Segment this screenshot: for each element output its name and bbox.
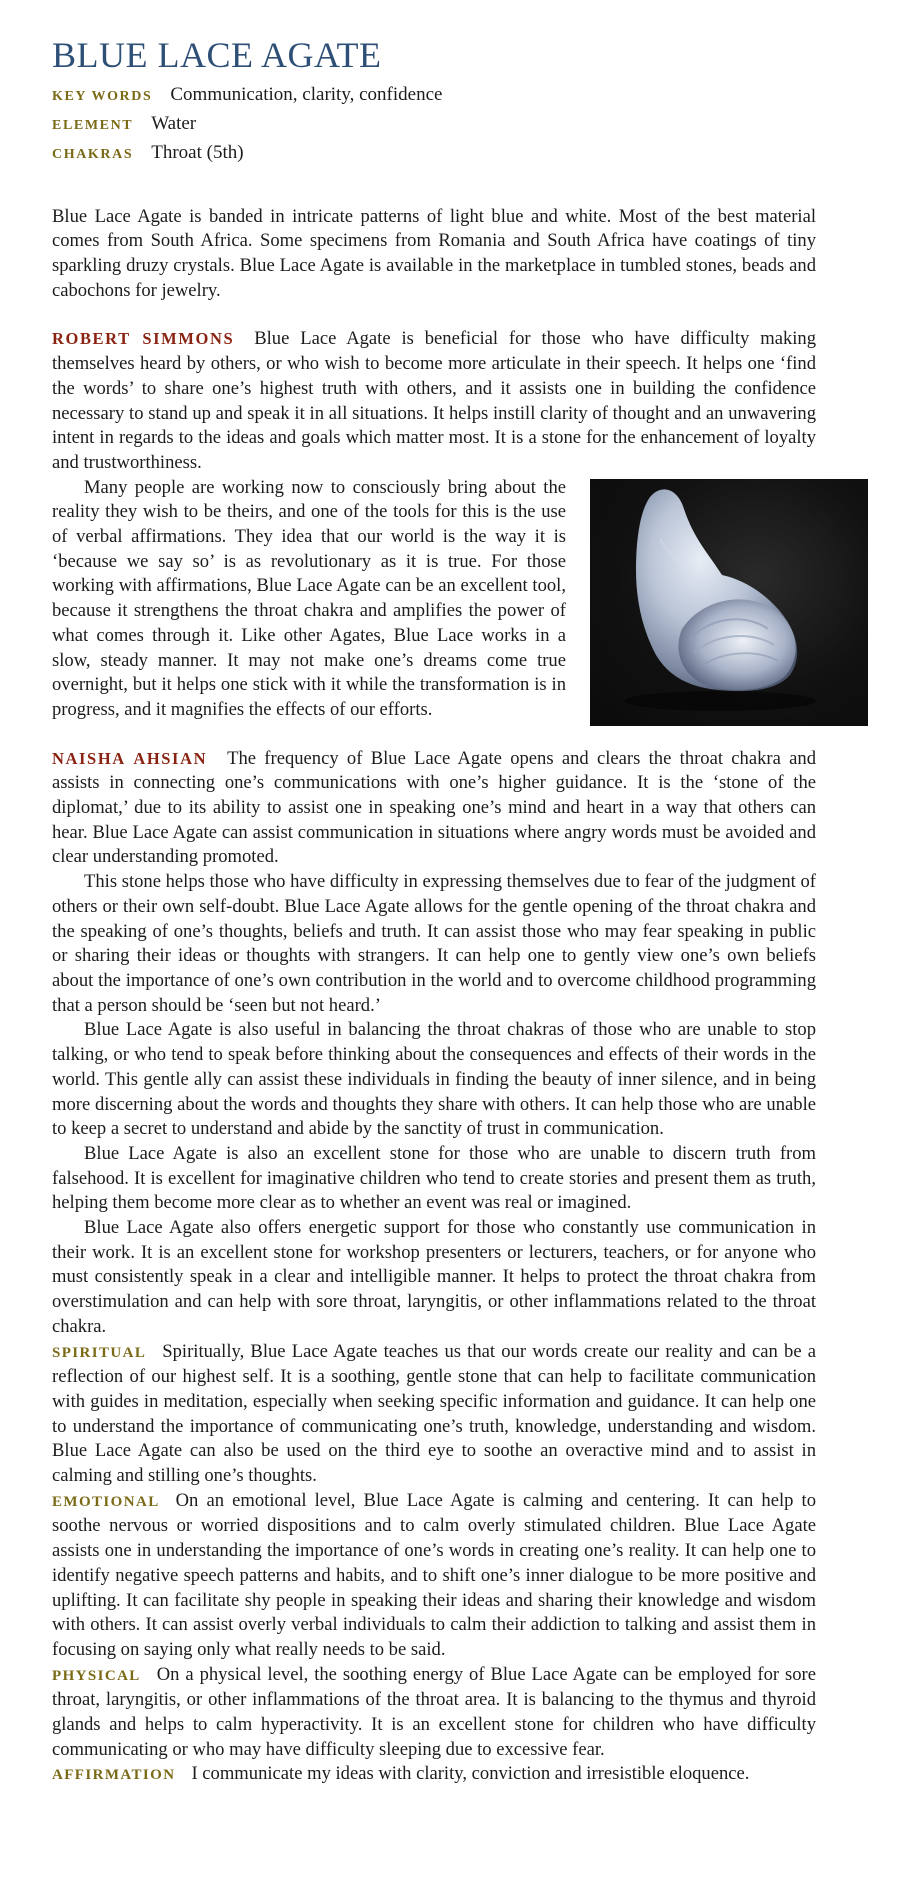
element-label: ELEMENT xyxy=(52,117,134,133)
chakras-row xyxy=(52,142,816,171)
ahsian-author: NAISHA AHSIAN xyxy=(52,748,208,768)
key-words-label: KEY WORDS xyxy=(52,88,153,104)
affirmation-text: I communicate my ideas with clarity, conviction and irresistible eloquence. xyxy=(191,1763,750,1785)
ahsian-paragraph-5: Blue Lace Agate also offers energetic support for those who constantly use communication in their work. It is an excellent stone for workshop presenters or lecturers, teachers, or for anyone who must consistently speak in a clear and intelligible manner. It helps to protect the throat chakra from overstimulation and can help with sore throat, laryngitis, or other inflammations related to the throat chakra. xyxy=(52,1217,816,1337)
physical-paragraph xyxy=(52,1663,816,1763)
key-words-value: Communication, clarity, confidence xyxy=(170,83,443,105)
simmons-paragraph-2: Many people are working now to consciously bring about the reality they wish to be theirs, and one of the tools for this is the use of verbal affirmations. They idea that our world is the way it is ‘because we say so’ is as revolutionary as it is true. For those working with affirmations, Blue Lace Agate can be an excellent tool, because it strengthens the throat chakra and amplifies the power of what comes through it. Like other Agates, Blue Lace works in a slow, steady manner. It may not make one’s dreams come true overnight, but it helps one stick with it while the transformation is in progress, and it magnifies the effects of our efforts. xyxy=(52,476,566,720)
element-row xyxy=(52,113,816,142)
emotional-label: EMOTIONAL xyxy=(52,1493,160,1510)
key-words-row xyxy=(52,84,816,113)
ahsian-paragraph-3: Blue Lace Agate is also useful in balancing the throat chakras of those who are unable to stop talking, or who tend to speak before thinking about the consequences and effects of their words in the world. This gentle ally can assist these individuals in finding the beauty of inner silence, and in being more discerning about the words and thoughts they share with others. It can help those who are unable to keep a secret to understand and abide by the sanctity of trust in communication. xyxy=(52,1019,816,1140)
spiritual-text: Spiritually, Blue Lace Agate teaches us that our words create our reality and can be a reflection of our highest self. It is a soothing, gentle stone that can help to facilitate communication with guides in meditation, especially when seeking specific information and guidance. It can help one to understand the importance of communicating one’s truth, knowledge, understanding and wisdom. Blue Lace Agate can also be used on the third eye to soothe an overactive mind and to assist in calming and stilling one’s thoughts. xyxy=(52,1340,816,1487)
simmons-text-1: Blue Lace Agate is beneficial for those who have difficulty making themselves heard by others, or who wish to become more articulate in their speech. It helps one ‘find the words’ to share one’s highest truth with others, and it assists one in building the confidence necessary to stand up and speak it in all situations. It helps instill clarity of thought and an unwavering intent in regards to the ideas and goals which matter most. It is a stone for the enhancement of loyalty and trustworthiness. xyxy=(52,328,816,473)
ahsian-paragraph-2: This stone helps those who have difficulty in expressing themselves due to fear of the judgment of others or their own self-doubt. Blue Lace Agate allows for the gentle opening of the throat chakra and the speaking of one’s thoughts, beliefs and truth. It can assist those who may fear speaking in public or sharing their ideas or thoughts with strangers. It can help one to gently view one’s own beliefs about the importance of one’s own contribution in the world and to overcome childhood programming that a person should be ‘seen but not heard.’ xyxy=(52,871,816,1016)
stone-photo xyxy=(590,479,868,726)
simmons-author: ROBERT SIMMONS xyxy=(52,329,235,349)
emotional-text: On an emotional level, Blue Lace Agate is calming and centering. It can help to soothe nervous or worried dispositions and to calm overly stimulated children. Blue Lace Agate assists one in understanding the importance of one’s words in creating one’s reality. It can help one to identify negative speech patterns and habits, and to shift one’s inner dialogue to be more positive and uplifting. It can facilitate shy people in speaking their ideas and sharing their knowledge and wisdom with others. It can assist overly verbal individuals to calm their addiction to talking and assist them in focusing on saying only what really needs to be said. xyxy=(52,1489,816,1660)
element-value: Water xyxy=(151,112,197,134)
chakras-value: Throat (5th) xyxy=(151,141,244,163)
physical-text: On a physical level, the soothing energy of Blue Lace Agate can be employed for sore throat, laryngitis, or other inflammations of the throat area. It is balancing to the thymus and thyroid glands and helps to calm hyperactivity. It is an excellent stone for children who have difficulty communicating or who may have difficulty sleeping due to excessive fear. xyxy=(52,1663,816,1760)
emotional-paragraph xyxy=(52,1489,816,1663)
intro-paragraph: Blue Lace Agate is banded in intricate patterns of light blue and white. Most of the best material comes from South Africa. Some specimens from Romania and South Africa have coatings of tiny sparkling druzy crystals. Blue Lace Agate is available in the marketplace in tumbled stones, beads and cabochons for jewelry. xyxy=(52,205,816,301)
simmons-paragraph-1 xyxy=(52,327,816,475)
spiritual-paragraph xyxy=(52,1340,816,1489)
ahsian-paragraph-1 xyxy=(52,747,816,871)
ahsian-paragraph-4: Blue Lace Agate is also an excellent stone for those who are unable to discern truth from falsehood. It is excellent for imaginative children who tend to create stories and present them as truth, helping them become more clear as to whether an event was real or imagined. xyxy=(52,1142,816,1214)
chakras-label: CHAKRAS xyxy=(52,146,134,162)
spiritual-label: SPIRITUAL xyxy=(52,1344,147,1361)
blue-lace-agate-image xyxy=(590,479,868,726)
ahsian-text-1: The frequency of Blue Lace Agate opens and clears the throat chakra and assists in connecting one’s communications with one’s higher guidance. It is the ‘stone of the diplomat,’ due to its ability to assist one in speaking one’s mind and heart in a way that others can hear. Blue Lace Agate can assist communication in situations where angry words must be avoided and clear understanding promoted. xyxy=(52,747,816,868)
page xyxy=(52,36,816,1788)
page-title: BLUE LACE AGATE xyxy=(52,35,382,75)
physical-label: PHYSICAL xyxy=(52,1667,141,1684)
affirmation-label: AFFIRMATION xyxy=(52,1767,176,1784)
affirmation-paragraph xyxy=(52,1762,816,1788)
